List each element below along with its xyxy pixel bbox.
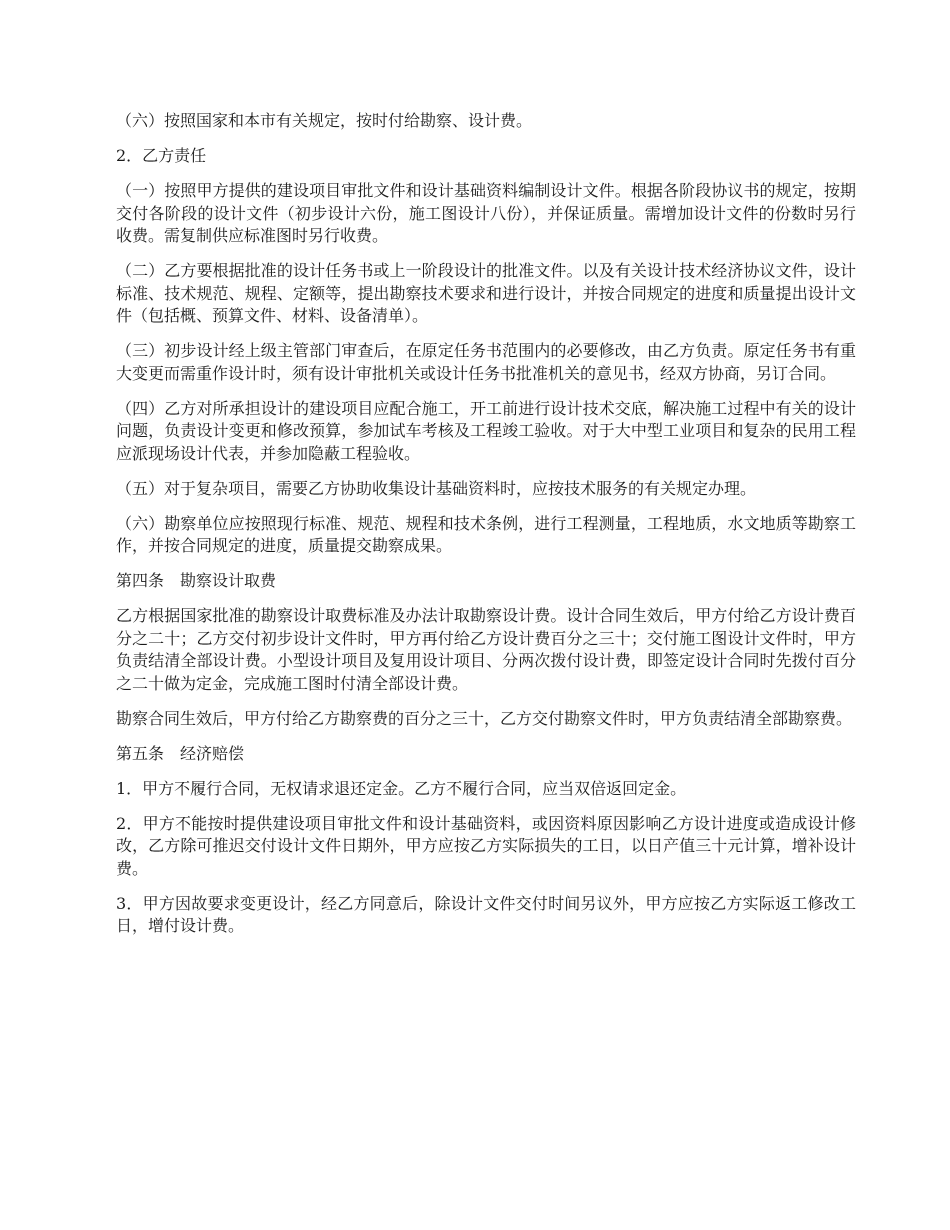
paragraph-party-a-payment: （六）按照国家和本市有关规定，按时付给勘察、设计费。	[116, 111, 533, 130]
paragraph-survey-fee: 勘察合同生效后，甲方付给乙方勘察费的百分之三十，乙方交付勘察文件时，甲方负责结清全部勘察费。	[116, 708, 853, 728]
paragraph-compensation-2: 2．甲方不能按时提供建设项目审批文件和设计基础资料，或因资料原因影响乙方设计进度或造成设计修改，乙方除可推迟交付设计文件日期外，甲方应按乙方实际损失的工日，以日产值三十元计算，增补设计费。	[116, 813, 856, 878]
paragraph-item-2: （二）乙方要根据批准的设计任务书或上一阶段设计的批准文件。以及有关设计技术经济协议文件，设计标准、技术规范、规程、定额等，提出勘察技术要求和进行设计，并按合同规定的进度和质量提出设计文件（包括概、预算文件、材料、设备清单）。	[116, 261, 856, 325]
paragraph-compensation-1: 1．甲方不履行合同，无权请求退还定金。乙方不履行合同，应当双倍返回定金。	[116, 778, 687, 798]
paragraph-compensation-3: 3．甲方因故要求变更设计，经乙方同意后，除设计文件交付时间另议外，甲方应按乙方实际返工修改工日，增付设计费。	[116, 893, 856, 935]
heading-party-b-responsibility: 2．乙方责任	[116, 146, 207, 165]
paragraph-item-1: （一）按照甲方提供的建设项目审批文件和设计基础资料编制设计文件。根据各阶段协议书的规定，按期交付各阶段的设计文件（初步设计六份，施工图设计八份），并保证质量。需增加设计文件的份数时另行收费。需复制供应标准图时另行收费。	[116, 181, 856, 245]
heading-article-4: 第四条 勘察设计取费	[116, 571, 277, 590]
paragraph-item-5: （五）对于复杂项目，需要乙方协助收集设计基础资料时，应按技术服务的有关规定办理。	[116, 478, 757, 498]
heading-article-5: 第五条 经济赔偿	[116, 743, 245, 763]
paragraph-item-6: （六）勘察单位应按照现行标准、规范、规程和技术条例，进行工程测量，工程地质，水文地质等勘察工作，并按合同规定的进度，质量提交勘察成果。	[116, 513, 856, 555]
paragraph-item-4: （四）乙方对所承担设计的建设项目应配合施工，开工前进行设计技术交底，解决施工过程中有关的设计问题，负责设计变更和修改预算，参加试车考核及工程竣工验收。对于大中型工业项目和复杂的民用工程应派现场设计代表，并参加隐蔽工程验收。	[116, 398, 856, 463]
paragraph-design-fee: 乙方根据国家批准的勘察设计取费标准及办法计取勘察设计费。设计合同生效后，甲方付给乙方设计费百分之二十；乙方交付初步设计文件时，甲方再付给乙方设计费百分之三十；交付施工图设计文件时，甲方负责结清全部设计费。小型设计项目及复用设计项目、分两次拨付设计费，即签定设计合同时先拨付百分之二十做为定金，完成施工图时付清全部设计费。	[116, 606, 856, 693]
document-page	[116, 110, 856, 950]
paragraph-item-3: （三）初步设计经上级主管部门审查后，在原定任务书范围内的必要修改，由乙方负责。原定任务书有重大变更而需重作设计时，须有设计审批机关或设计任务书批准机关的意见书，经双方协商，另订合同。	[116, 341, 856, 383]
